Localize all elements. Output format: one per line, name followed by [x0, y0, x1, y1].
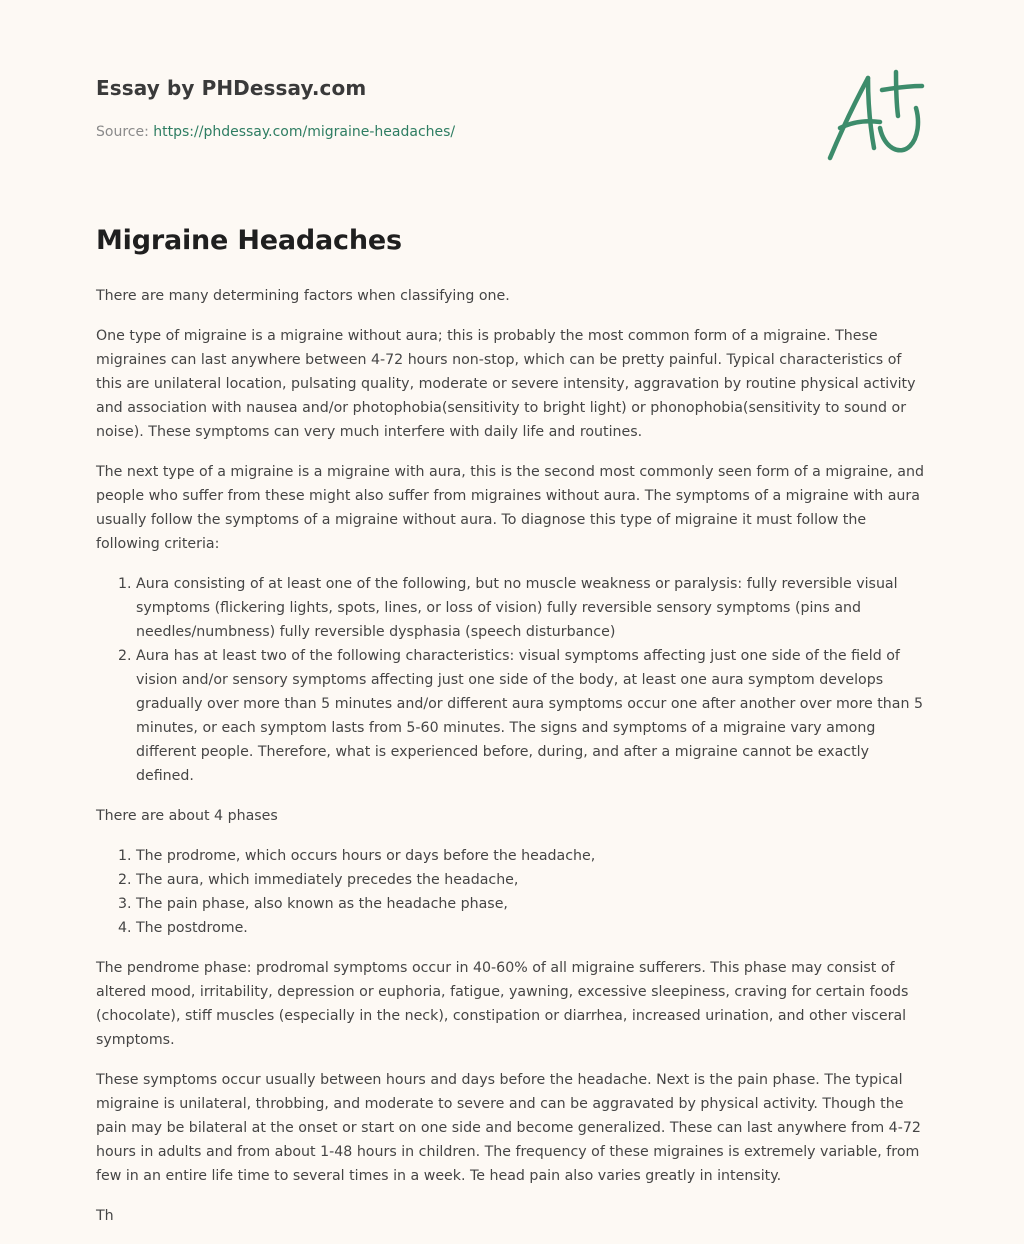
paragraph-without-aura: One type of migraine is a migraine without aura; this is probably the most common form of a migraine. These migraines can last anywhere between 4-72 hours non-stop, which can be pretty painful. Typical characteristics of this are unilateral location, pulsating quality, moderate or severe intensity, aggravation by routine physical activity and association with nausea and/or photophobia(sensitivity to bright light) or phonophobia(sensitivity to sound or noise). These symptoms can very much interfere with daily life and routines. [96, 328, 916, 440]
phase-item: 4. The postdrome. [136, 916, 928, 940]
paragraph-phases-intro: There are about 4 phases [96, 808, 278, 824]
phase-item: 3. The pain phase, also known as the headache phase, [136, 892, 928, 916]
source-line [96, 124, 455, 140]
page-title: Migraine Headaches [96, 225, 402, 256]
paragraph-with-aura: The next type of a migraine is a migraine with aura, this is the second most commonly seen form of a migraine, and people who suffer from these might also suffer from migraines without aura. The symptoms of a migraine with aura usually follow the symptoms of a migraine without aura. To diagnose this type of migraine it must follow the following criteria: [96, 464, 924, 552]
paragraph-intro: There are many determining factors when classifying one. [96, 288, 510, 304]
criteria-item: 1. Aura consisting of at least one of the following, but no muscle weakness or paralysis: fully reversible visual symptoms (flickering lights, spots, lines, or loss of vision) fully reversible sensory symptoms (pins and needles/numbness) fully reversible dysphasia (speech disturbance) [136, 572, 928, 644]
paragraph-truncated: Th [96, 1208, 114, 1224]
paragraph-prodrome: The pendrome phase: prodromal symptoms occur in 40-60% of all migraine sufferers. This phase may consist of altered mood, irritability, depression or euphoria, fatigue, yawning, excessive sleepiness, craving for certain foods (chocolate), stiff muscles (especially in the neck), constipation or diarrhea, increased urination, and other visceral symptoms. [96, 960, 909, 1048]
a-plus-logo-icon [826, 68, 926, 164]
source-link[interactable]: https://phdessay.com/migraine-headaches/ [153, 124, 456, 140]
essay-body [96, 284, 928, 1244]
criteria-list [96, 572, 928, 788]
source-label: Source: [96, 124, 149, 140]
phase-item: 2. The aura, which immediately precedes the headache, [136, 868, 928, 892]
paragraph-pain-phase: These symptoms occur usually between hours and days before the headache. Next is the pain phase. The typical migraine is unilateral, throbbing, and moderate to severe and can be aggravated by physical activity. Though the pain may be bilateral at the onset or start on one side and become generalized. These can last anywhere from 4-72 hours in adults and from about 1-48 hours in children. The frequency of these migraines is extremely variable, from few in an entire life time to several times in a week. Te head pain also varies greatly in intensity. [96, 1072, 921, 1184]
phases-list [96, 844, 928, 940]
site-brand: Essay by PHDessay.com [96, 76, 367, 100]
phase-item: 1. The prodrome, which occurs hours or days before the headache, [136, 844, 928, 868]
criteria-item: 2. Aura has at least two of the following characteristics: visual symptoms affecting just one side of the field of vision and/or sensory symptoms affecting just one side of the body, at least one aura symptom develops gradually over more than 5 minutes and/or different aura symptoms occur one after another over more than 5 minutes, or each symptom lasts from 5-60 minutes. The signs and symptoms of a migraine vary among different people. Therefore, what is experienced before, during, and after a migraine cannot be exactly defined. [136, 644, 928, 788]
